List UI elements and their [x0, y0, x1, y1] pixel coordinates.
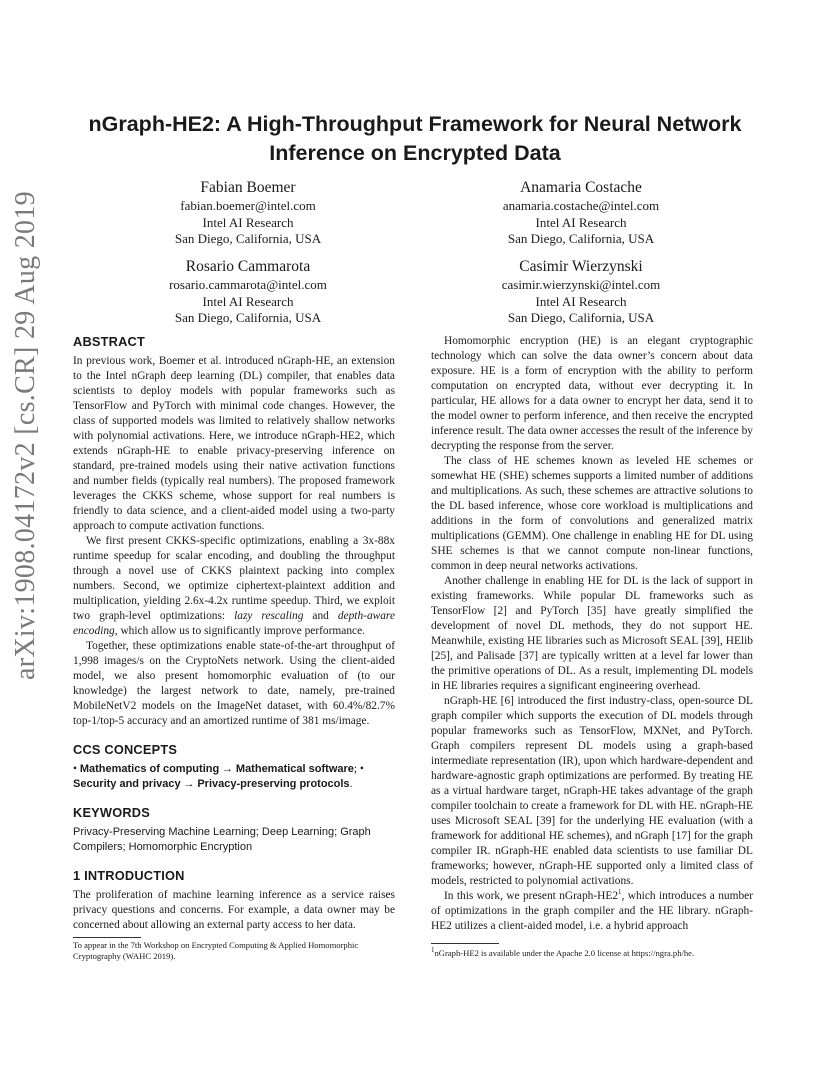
author-org: Intel AI Research — [535, 214, 627, 230]
author-org: Intel AI Research — [202, 293, 294, 309]
author-name: Rosario Cammarota — [185, 258, 311, 275]
footnote-right-text: nGraph-HE2 is available under the Apache 2.0 license at https://ngra.ph/he. — [434, 948, 695, 958]
abstract-text: and — [303, 610, 338, 622]
ccs-term: Mathematical software — [235, 763, 354, 775]
author-email: anamaria.costache@intel.com — [502, 198, 660, 213]
ccs-term: Mathematics of computing — [79, 763, 220, 775]
abstract-text: , which allow us to significantly improve performance. — [114, 625, 365, 637]
author-block — [451, 178, 711, 248]
author-location: San Diego, California, USA — [507, 231, 655, 246]
ccs-heading: CCS CONCEPTS — [73, 742, 178, 757]
author-name: Anamaria Costache — [520, 179, 642, 196]
ccs-arrow: → — [222, 763, 234, 775]
left-column — [73, 334, 395, 933]
author-email: fabian.boemer@intel.com — [180, 198, 316, 213]
right-column — [431, 334, 753, 934]
footnote-left: To appear in the 7th Workshop on Encrypted Computing & Applied Homomorphic Cryptography (WAHC 2019). — [73, 940, 359, 961]
author-location: San Diego, California, USA — [174, 310, 322, 325]
footnote-number: 1 — [431, 946, 435, 955]
body-paragraph: Another challenge in enabling HE for DL is the lack of support in existing frameworks. While popular DL frameworks such as TensorFlow [2] and PyTorch [35] have greatly simplified the development of novel DL methods, they do not support HE. Meanwhile, existing HE libraries such as Microsoft SEAL [39], HElib [25], and Palisade [37] are typically written at a level far lower than the primitive operations of DL. As a result, implementing DL models in HE libraries requires a significant engineering overhead. — [431, 575, 753, 692]
ccs-separator: ; — [353, 763, 358, 775]
ccs-end: . — [349, 778, 353, 790]
footnote-rule — [73, 937, 141, 938]
author-email: rosario.cammarota@intel.com — [169, 277, 327, 292]
abstract-paragraph: Together, these optimizations enable state-of-the-art throughput of 1,998 images/s on the CryptoNets network. Using the client-aided model, we also present homomorphic evaluation of (to our knowledge) the largest network to date, namely, pre-trained MobileNetV2 models on the ImageNet dataset, with 60.4%/82.7% top-1/top-5 accuracy and an amortized runtime of 381 ms/image. — [73, 640, 395, 727]
body-paragraph: Homomorphic encryption (HE) is an elegant cryptographic technology which can solve the data owner’s concern about data exposure. HE is a form of encryption with the ability to perform computation on encrypted data, without ever decrypting it. In particular, HE allows for a data owner to encrypt her data, send it to the model owner to perform inference, and then receive the encrypted inference result. The data owner accesses the result of the inference by decrypting the response from the server. — [431, 335, 753, 452]
author-location: San Diego, California, USA — [174, 231, 322, 246]
ccs-term: Privacy-preserving protocols — [197, 778, 350, 790]
paper-title: nGraph-HE2: A High-Throughput Framework for Neural Network Inference on Encrypted Data — [88, 112, 742, 165]
keywords-heading: KEYWORDS — [73, 805, 150, 820]
abstract-heading: ABSTRACT — [73, 334, 145, 349]
emphasis-depth-aware-encoding: depth-aware encoding — [73, 610, 395, 637]
body-text: , which introduces a number of optimizations in the graph compiler and the HE library. nGraph-HE2 utilizes a client-aided model, i.e. a hybrid approach — [431, 890, 753, 932]
body-text: In this work, we present nGraph-HE2 — [444, 890, 619, 902]
abstract-paragraph — [73, 534, 395, 639]
keywords-text: Privacy-Preserving Machine Learning; Deep Learning; Graph Compilers; Homomorphic Encryption — [73, 826, 371, 853]
body-paragraph: The class of HE schemes known as leveled HE schemes or somewhat HE (SHE) schemes supports a limited number of additions and multiplications. As such, these schemes are attractive solutions to the DL based inference, whose core workload is multiplications and additions in the form of convolutions and generalized matrix multiplications (GEMM). One challenge in enabling HE for DL using SHE schemes is that we cannot compute non-linear functions, common in deep neural networks activations. — [431, 455, 753, 572]
footnote-marker: 1 — [618, 888, 622, 897]
body-paragraph: nGraph-HE [6] introduced the first industry-class, open-source DL graph compiler which supports the execution of DL models through popular frameworks such as TensorFlow, MXNet, and PyTorch. Graph compilers represent DL models using a graph-based intermediate representation (IR), upon which hardware-dependent and hardware-agnostic graph optimizations are performed. By treating HE as a virtual hardware target, nGraph-HE takes advantage of the graph compiler toolchain to create a framework for DL with HE. nGraph-HE uses Microsoft SEAL [39] for the underlying HE evaluation (with a framework for additional HE schemes), and nGraph [17] for the graph compiler IR. nGraph-HE enabled data scientists to use familiar DL frameworks; however, nGraph-HE supported only a limited class of models, restricted to polynomial activations. — [431, 695, 753, 887]
author-block — [118, 257, 378, 327]
author-email: casimir.wierzynski@intel.com — [501, 277, 661, 292]
body-paragraph — [431, 889, 753, 934]
footnote-right — [431, 948, 761, 959]
author-name: Fabian Boemer — [200, 179, 296, 196]
arxiv-stamp: arXiv:1908.04172v2 [cs.CR] 29 Aug 2019 — [10, 191, 41, 680]
author-location: San Diego, California, USA — [507, 310, 655, 325]
ccs-concepts: • Mathematics of computing → Mathematical software; • Security and privacy → Privacy-preserving protocols. — [73, 763, 364, 790]
abstract-text: We first present CKKS-specific optimizations, enabling a 3x-88x runtime speedup for scalar encoding, and doubling the throughput through a novel use of CKKS plaintext packing into complex numbers. Second, we optimize ciphertext-plaintext addition and multiplication, yielding 2.6x-4.2x runtime speedup. Third, we exploit two graph-level optimizations: — [73, 535, 395, 622]
introduction-heading: 1 INTRODUCTION — [73, 868, 185, 883]
ccs-arrow: → — [183, 778, 195, 790]
introduction-paragraph: The proliferation of machine learning inference as a service raises privacy questions and concerns. For example, a data owner may be concerned about allowing an external party access to her data. — [73, 889, 395, 931]
emphasis-lazy-rescaling: lazy rescaling — [234, 610, 304, 622]
author-block — [118, 178, 378, 248]
abstract-paragraph: In previous work, Boemer et al. introduced nGraph-HE, an extension to the Intel nGraph deep learning (DL) compiler, that enables data scientists to deploy models with popular frameworks such as TensorFlow and PyTorch with minimal code changes. However, the class of supported models was limited to relatively shallow networks with polynomial activations. Here, we introduce nGraph-HE2, which extends nGraph-HE to enable privacy-preserving inference on standard, pre-trained models using their native activation functions and number fields (typically real numbers). The proposed framework leverages the CKKS scheme, whose support for real numbers is friendly to data science, and a client-aided model using a two-party approach to compute activation functions. — [73, 355, 395, 532]
ccs-term: Security and privacy — [73, 778, 181, 790]
footnote-rule — [431, 943, 499, 944]
author-org: Intel AI Research — [202, 214, 294, 230]
author-name: Casimir Wierzynski — [519, 258, 643, 275]
author-block — [451, 257, 711, 327]
author-org: Intel AI Research — [535, 293, 627, 309]
